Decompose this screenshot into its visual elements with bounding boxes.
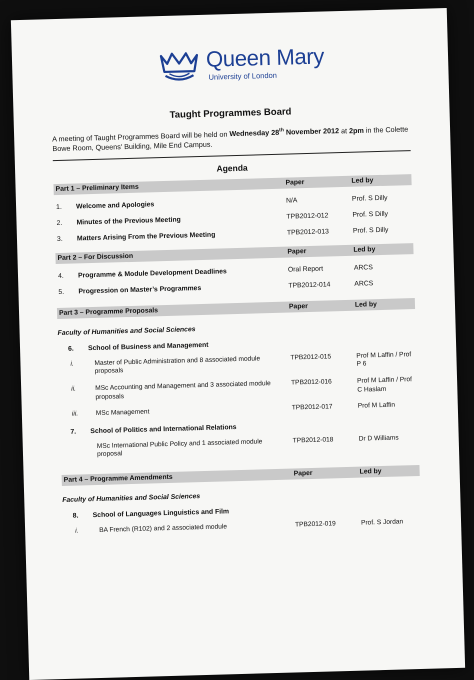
logo-subtitle: University of London — [208, 70, 278, 82]
logo-name: Queen Mary — [205, 43, 325, 72]
agenda-item: 4. Programme & Module Development Deadlines Oral Report ARCS — [57, 264, 373, 280]
part-2-header: Part 2 – For Discussion Paper Led by — [55, 243, 413, 264]
part-3-header: Part 3 – Programme Proposals Paper Led by — [57, 298, 415, 319]
agenda-heading: Agenda — [216, 162, 248, 174]
school-heading: 6. School of Business and Management — [67, 341, 209, 353]
agenda-item: 3. Matters Arising From the Previous Meeting TPB2012-013 Prof. S Dilly — [56, 226, 389, 243]
agenda-subitem: iii. MSc Management TPB2012-017 Prof M Laffin — [71, 401, 396, 418]
university-logo — [158, 43, 409, 96]
meeting-intro: A meeting of Taught Programmes Board will be held on Wednesday 28th November 2012 at 2pm in the Colette Bowe Room, Queens' Building, Mile End Campus. — [52, 124, 409, 154]
agenda-subitem: ii. MSc Accounting and Management and 3 associated module proposals TPB2012-016 Prof M Laffin / Prof C Haslam — [71, 376, 413, 401]
part-1-header: Part 1 – Preliminary Items Paper Led by — [53, 174, 411, 195]
part-4-header: Part 4 – Programme Amendments Paper Led by — [62, 465, 420, 486]
agenda-subitem: MSc International Public Policy and 1 associated module proposal TPB2012-018 Dr D Williams — [96, 434, 399, 459]
agenda-item: 5. Progression on Master’s Programmes TPB2012-014 ARCS — [58, 280, 374, 296]
faculty-heading: Faculty of Humanities and Social Sciences — [57, 326, 196, 337]
board-title: Taught Programmes Board — [169, 106, 292, 121]
school-heading: 8. School of Languages Linguistics and Film — [72, 508, 230, 520]
crown-icon — [158, 49, 201, 84]
agenda-item: 1. Welcome and Apologies N/A Prof. S Dilly — [56, 194, 388, 211]
agenda-subitem: i. BA French (R102) and 2 associated module TPB2012-019 Prof. S Jordan — [75, 518, 404, 535]
faculty-heading: Faculty of Humanities and Social Sciences — [62, 492, 201, 504]
agenda-item: 2. Minutes of the Previous Meeting TPB2012-012 Prof. S Dilly — [56, 210, 389, 227]
school-heading: 7. School of Politics and International Relations — [70, 423, 237, 436]
agenda-subitem: i. Master of Public Administration and 8 associated module proposals TPB2012-015 Prof M Laffin / Prof P 6 — [70, 350, 412, 376]
document-page — [11, 8, 465, 680]
